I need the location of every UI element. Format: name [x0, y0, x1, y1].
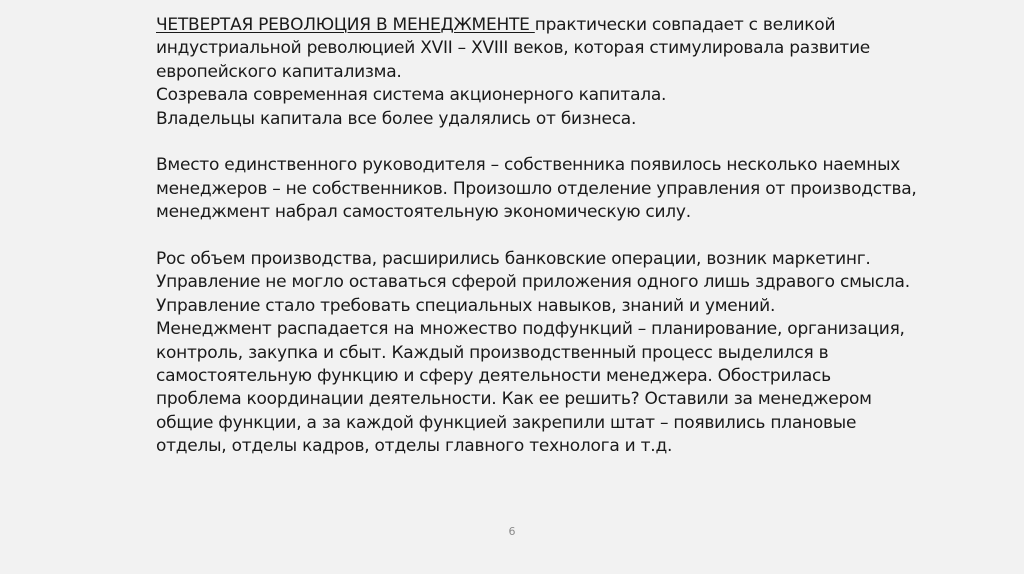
paragraph-3-line-8: общие функции, а за каждой функцией закрепили штат – появились плановые: [156, 412, 857, 433]
paragraph-3-line-3: Управление стало требовать специальных навыков, знаний и умений.: [156, 295, 776, 316]
paragraph-3-line-4: Менеджмент распадается на множество подфункций – планирование, организация,: [156, 319, 905, 340]
paragraph-1-line-3: европейского капитализма.: [156, 61, 402, 82]
paragraph-1-line-4: Созревала современная система акционерного капитала.: [156, 85, 667, 106]
paragraph-3-line-9: отделы, отделы кадров, отделы главного технолога и т.д.: [156, 436, 673, 457]
paragraph-spacer: [156, 131, 926, 154]
paragraph-1-line-1: [156, 14, 926, 37]
paragraph-3-line-7: проблема координации деятельности. Как ее решить? Оставили за менеджером: [156, 389, 872, 410]
paragraph-2-line-1: Вместо единственного руководителя – собственника появилось несколько наемных: [156, 155, 901, 176]
paragraph-2-line-3: менеджмент набрал самостоятельную экономическую силу.: [156, 202, 691, 223]
paragraph-spacer: [156, 225, 926, 248]
paragraph-1-text: практически совпадает с великой: [534, 15, 836, 35]
slide-body: [156, 14, 926, 459]
paragraph-3-line-6: самостоятельную функцию и сферу деятельности менеджера. Обострилась: [156, 366, 831, 387]
paragraph-1-line-2: индустриальной революцией XVII – XVIII веков, которая стимулировала развитие: [156, 38, 870, 59]
paragraph-1-line-5: Владельцы капитала все более удалялись от бизнеса.: [156, 108, 637, 129]
paragraph-3-line-2: Управление не могло оставаться сферой приложения одного лишь здравого смысла.: [156, 272, 910, 293]
paragraph-2-line-2: менеджеров – не собственников. Произошло отделение управления от производства,: [156, 178, 917, 199]
paragraph-3-line-1: Рос объем производства, расширились банковские операции, возник маркетинг.: [156, 249, 871, 270]
paragraph-3-line-5: контроль, закупка и сбыт. Каждый производственный процесс выделился в: [156, 342, 829, 363]
slide-heading: ЧЕТВЕРТАЯ РЕВОЛЮЦИЯ В МЕНЕДЖМЕНТЕ: [156, 15, 535, 35]
page-number: 6: [508, 525, 516, 538]
